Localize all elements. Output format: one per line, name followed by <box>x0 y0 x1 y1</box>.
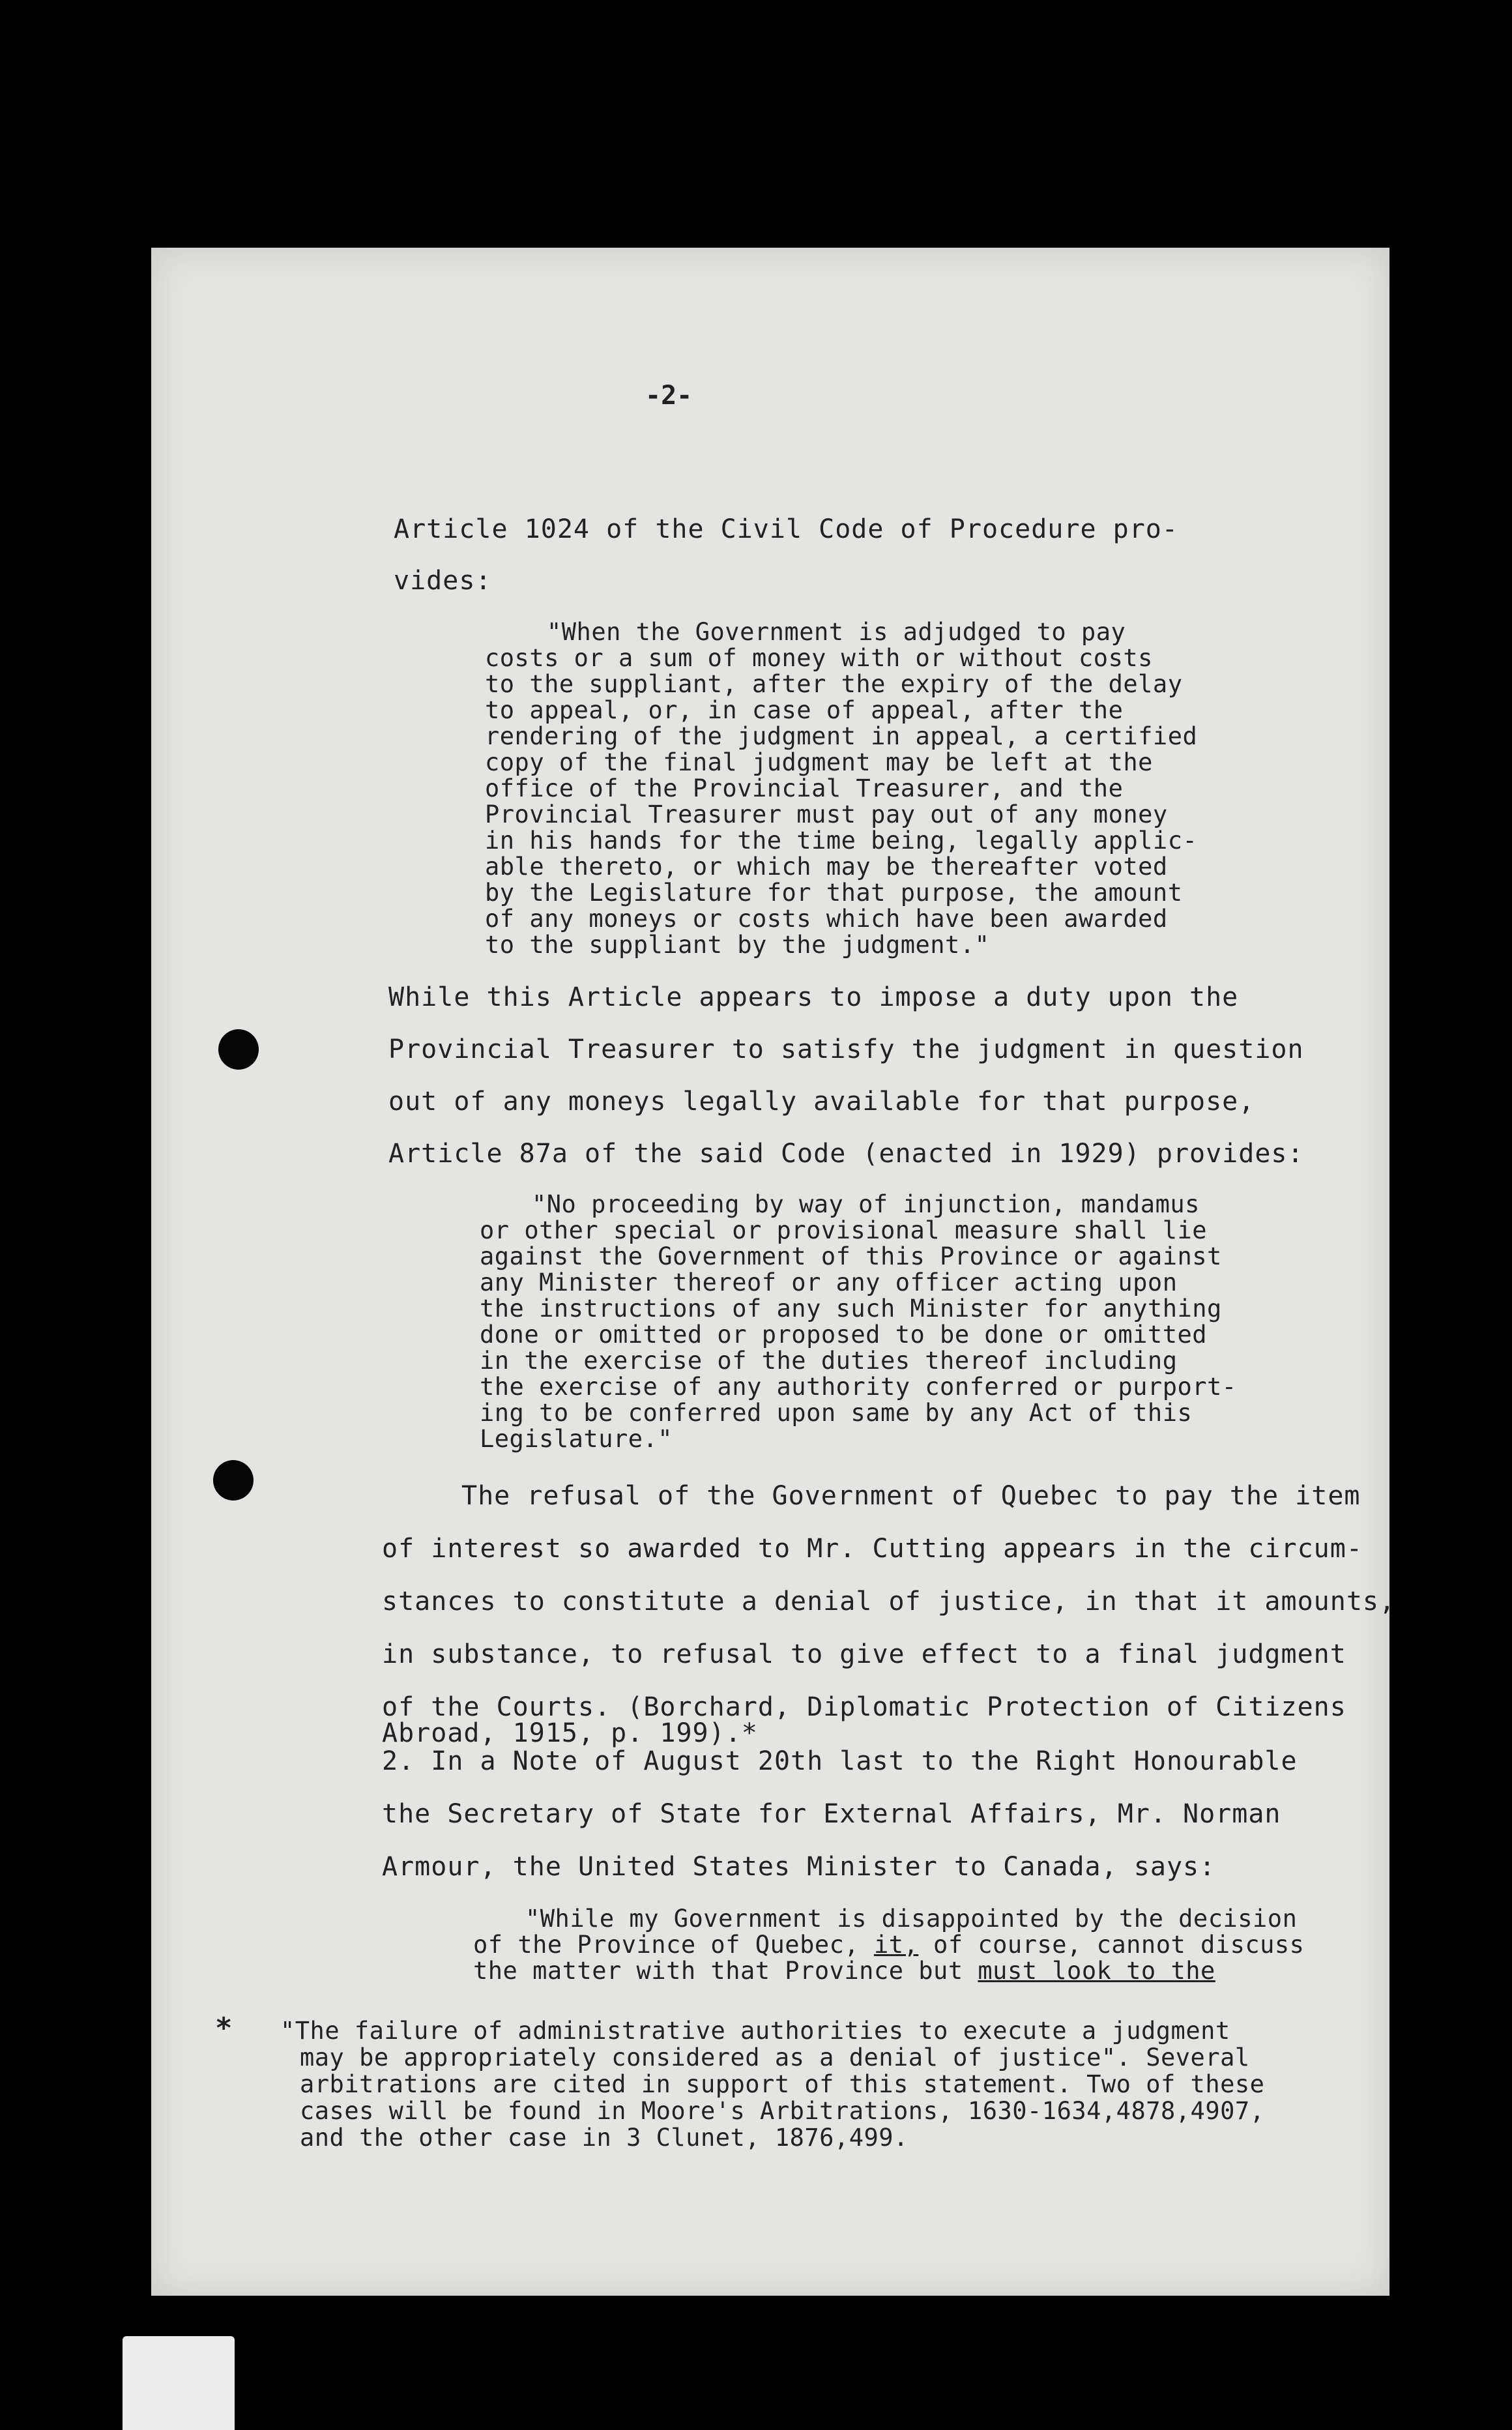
paragraph-line: vides: <box>394 566 492 596</box>
paragraph-line: Article 1024 of the Civil Code of Procedure pro- <box>394 514 1178 544</box>
punch-hole <box>218 1029 259 1070</box>
footnote-line: and the other case in 3 Clunet, 1876,499. <box>300 2124 909 2152</box>
page-number: -2- <box>645 381 693 411</box>
quote-line: done or omitted or proposed to be done or omitted <box>480 1321 1208 1349</box>
quote-line: any Minister thereof or any officer acting upon <box>480 1268 1178 1296</box>
quote-line: of any moneys or costs which have been awarded <box>485 905 1168 933</box>
quote-line: to the suppliant by the judgment." <box>485 931 990 959</box>
paragraph-line: The refusal of the Government of Quebec to pay the item <box>461 1481 1361 1511</box>
paragraph-line: Provincial Treasurer to satisfy the judgment in question <box>388 1034 1304 1064</box>
footnote-line: may be appropriately considered as a denial of justice". Several <box>300 2043 1250 2071</box>
footnote-line: arbitrations are cited in support of this statement. Two of these <box>300 2070 1265 2098</box>
quote-line: the instructions of any such Minister for anything <box>480 1295 1222 1323</box>
quote-line: in the exercise of the duties thereof including <box>480 1347 1178 1375</box>
film-tab <box>123 2336 235 2430</box>
quote-line: "No proceeding by way of injunction, mandamus <box>532 1190 1200 1218</box>
quote-line: or other special or provisional measure shall lie <box>480 1216 1208 1244</box>
quote-line: the exercise of any authority conferred or purport- <box>480 1373 1237 1401</box>
quote-line: copy of the final judgment may be left at the <box>485 748 1153 776</box>
paragraph-line: While this Article appears to impose a duty upon the <box>388 982 1239 1012</box>
paragraph-line: the Secretary of State for External Affairs, Mr. Norman <box>382 1799 1281 1829</box>
paragraph-line: 2. In a Note of August 20th last to the Right Honourable <box>382 1746 1298 1776</box>
paragraph-line: of the Courts. (Borchard, Diplomatic Protection of Citizens <box>382 1692 1346 1722</box>
quote-line: "When the Government is adjudged to pay <box>547 618 1126 646</box>
footnote-line: "The failure of administrative authorities to execute a judgment <box>280 2017 1230 2045</box>
quote-line: able thereto, or which may be thereafter voted <box>485 853 1168 881</box>
quote-line: the matter with that Province but must look to the <box>473 1957 1215 1985</box>
quote-line: office of the Provincial Treasurer, and the <box>485 774 1124 802</box>
punch-hole <box>213 1460 254 1500</box>
quote-line: ing to be conferred upon same by any Act of this <box>480 1399 1193 1427</box>
quote-line: costs or a sum of money with or without costs <box>485 644 1153 672</box>
footnote-mark: * <box>215 2012 233 2045</box>
paragraph-line: stances to constitute a denial of justice, in that it amounts, <box>382 1587 1396 1617</box>
footnote-line: cases will be found in Moore's Arbitrations, 1630-1634,4878,4907, <box>300 2097 1265 2125</box>
quote-line: Legislature." <box>480 1425 673 1453</box>
quote-line: against the Government of this Province or against <box>480 1242 1222 1270</box>
quote-line: rendering of the judgment in appeal, a certified <box>485 722 1198 750</box>
underlined-text: must look to the <box>978 1957 1215 1985</box>
paragraph-line: Armour, the United States Minister to Canada, says: <box>382 1852 1216 1882</box>
paragraph-line: Article 87a of the said Code (enacted in 1929) provides: <box>388 1139 1304 1169</box>
paragraph-line: Abroad, 1915, p. 199).* <box>382 1718 758 1748</box>
quote-line: of the Province of Quebec, it, of course, cannot discuss <box>473 1931 1305 1959</box>
paragraph-line: of interest so awarded to Mr. Cutting appears in the circum- <box>382 1534 1363 1564</box>
quote-line: to appeal, or, in case of appeal, after the <box>485 696 1124 724</box>
quote-line: in his hands for the time being, legally applic- <box>485 827 1198 855</box>
quote-line: "While my Government is disappointed by the decision <box>525 1905 1298 1933</box>
quote-line: Provincial Treasurer must pay out of any money <box>485 800 1168 828</box>
paragraph-line: in substance, to refusal to give effect to a final judgment <box>382 1639 1346 1669</box>
paragraph-line: out of any moneys legally available for that purpose, <box>388 1087 1255 1117</box>
quote-line: to the suppliant, after the expiry of the delay <box>485 670 1183 698</box>
quote-line: by the Legislature for that purpose, the amount <box>485 879 1183 907</box>
underlined-text: it, <box>873 1931 919 1959</box>
